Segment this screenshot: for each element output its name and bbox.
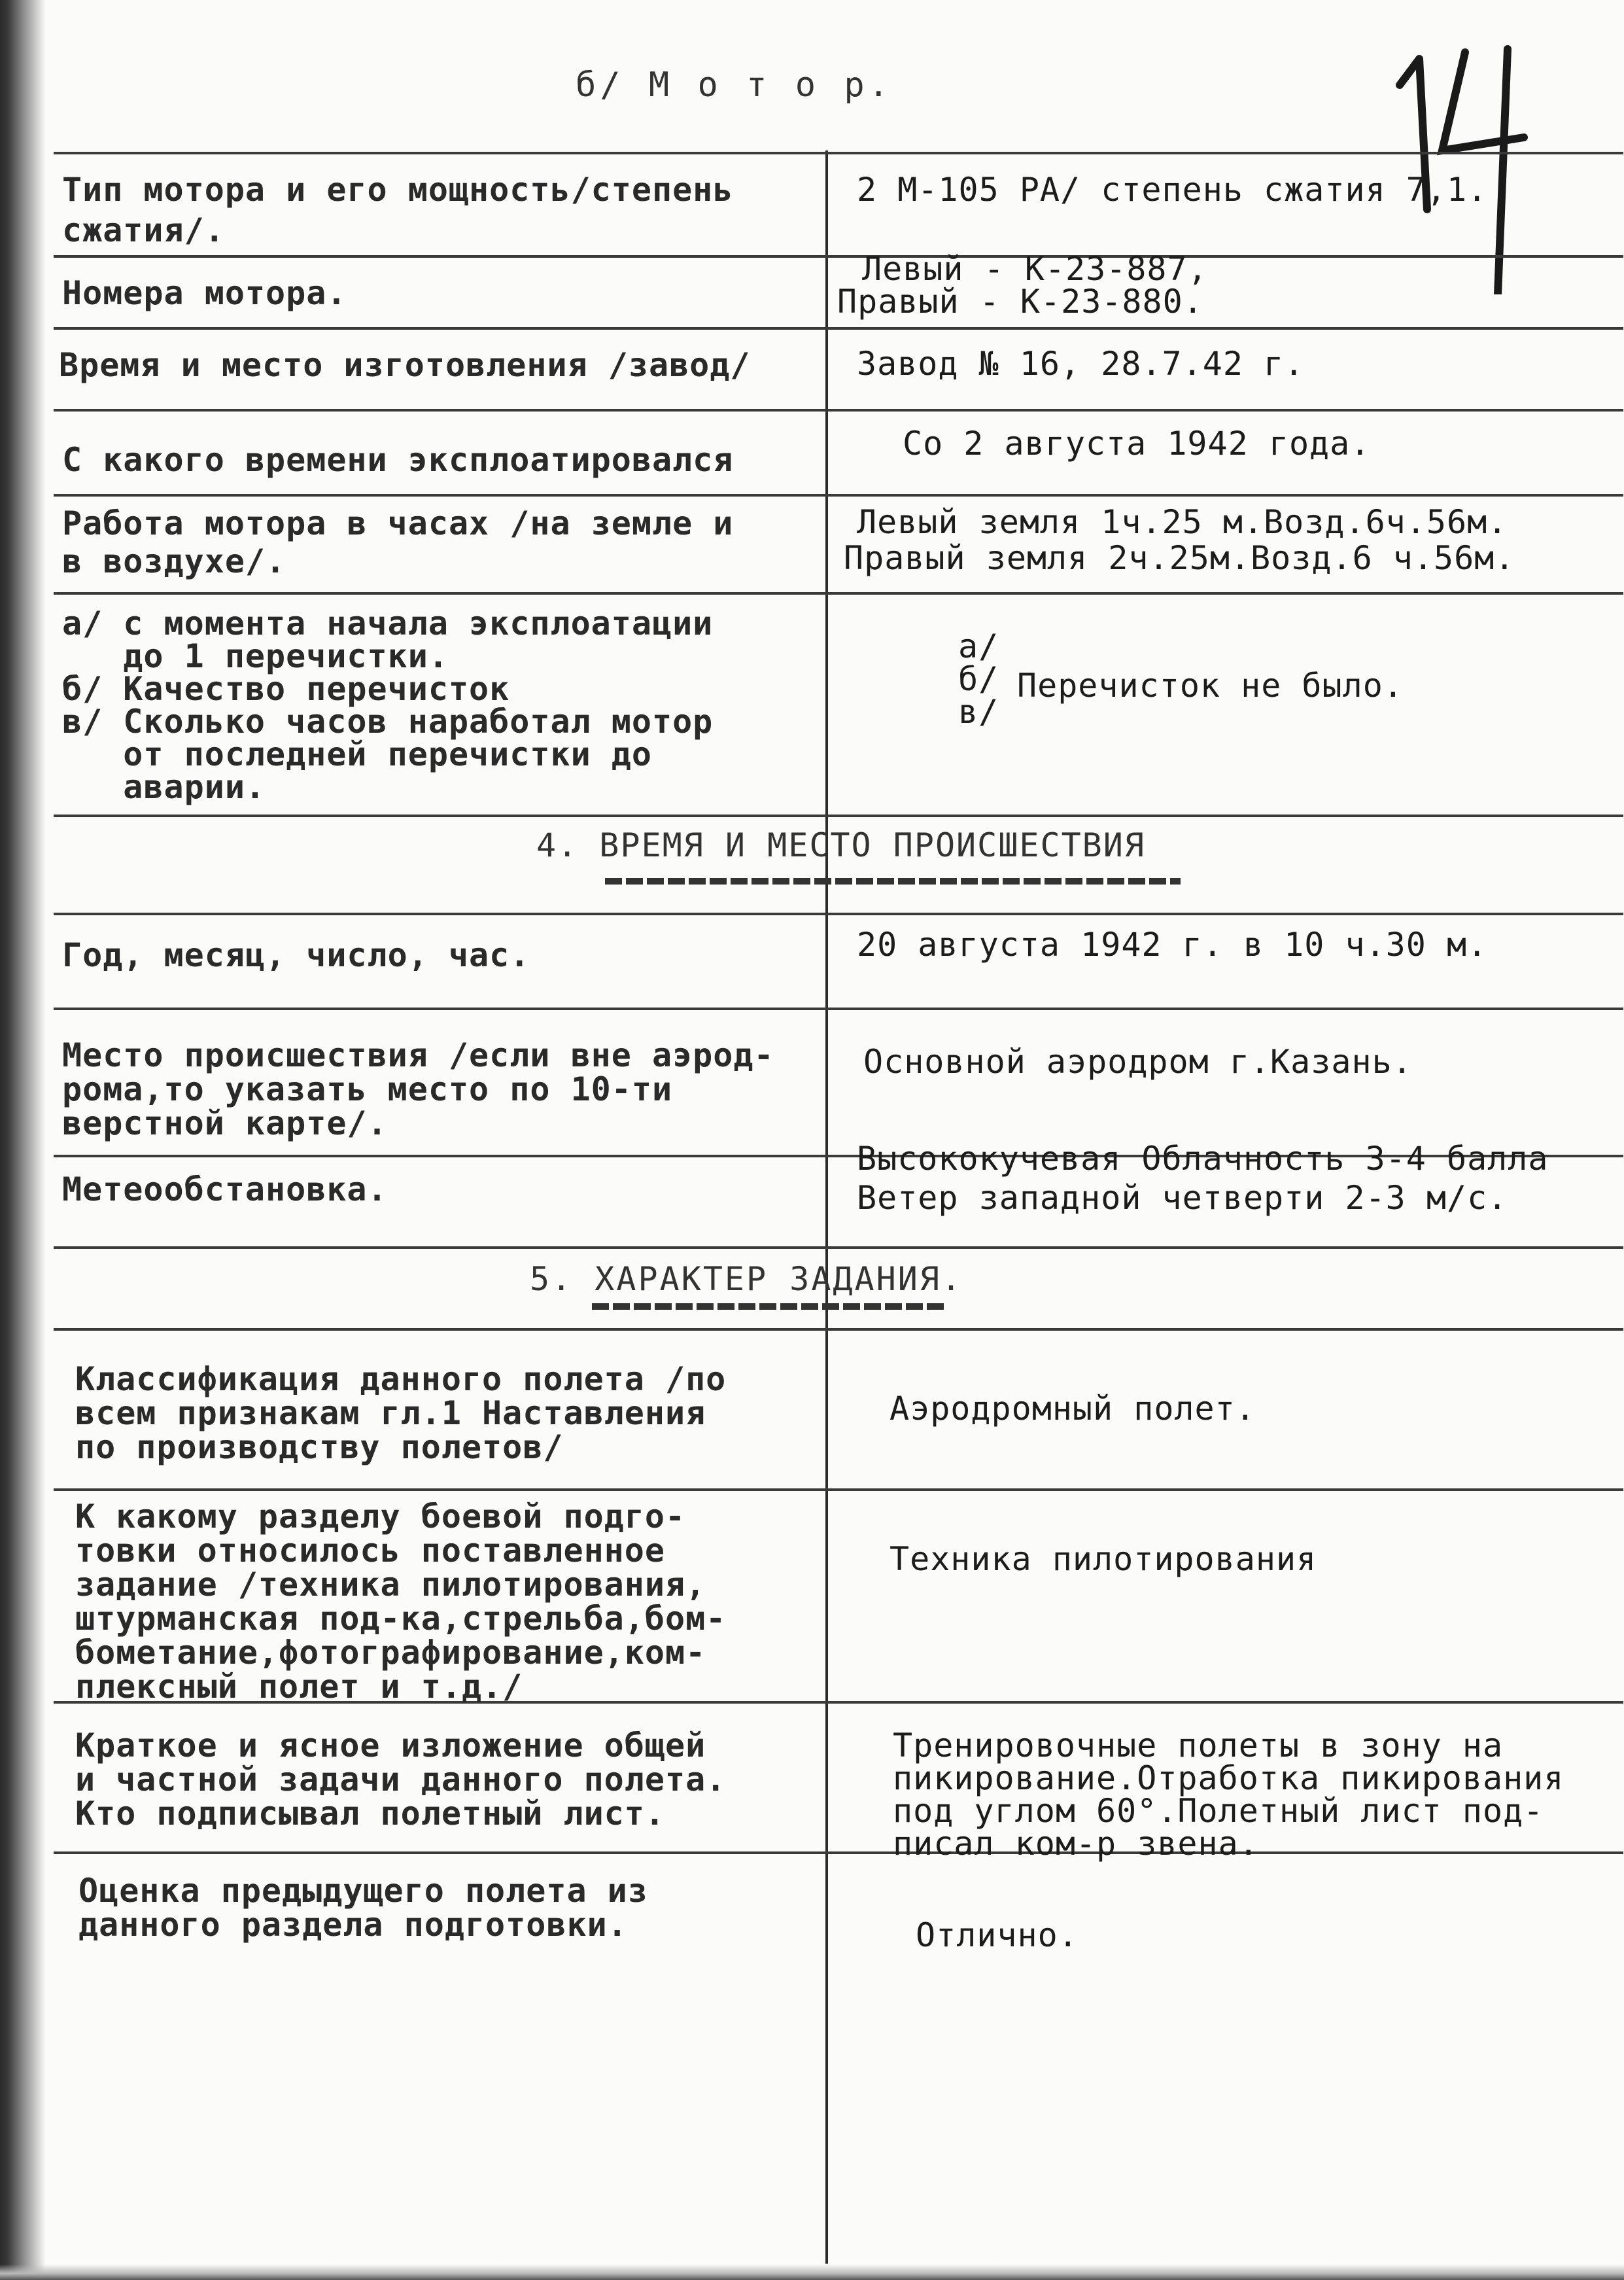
engine-type-value: 2 М-105 РА/ степень сжатия 7,1.: [857, 171, 1488, 209]
row-divider: [54, 1851, 1623, 1854]
section-5-underline: [592, 1303, 945, 1310]
place-value: Основной аэродром г.Казань.: [863, 1043, 1413, 1081]
classification-label-line3: по производству полетов/: [75, 1428, 564, 1466]
date-value: 20 августа 1942 г. в 10 ч.30 м.: [857, 926, 1488, 964]
engine-type-label-line1: Тип мотора и его мощность/степень: [62, 171, 734, 209]
task-value-line3: под углом 60°.Полетный лист под-: [893, 1792, 1544, 1830]
engine-numbers-label: Номера мотора.: [62, 274, 347, 312]
engine-type-label-line2: сжатия/.: [62, 211, 225, 249]
cleaning-mark-c: в/: [958, 693, 999, 731]
manufacture-value: Завод № 16, 28.7.42 г.: [857, 345, 1305, 383]
task-value-line1: Тренировочные полеты в зону на: [893, 1727, 1504, 1764]
row-divider: [54, 815, 1623, 817]
cleaning-label-c-cont2: аварии.: [62, 768, 266, 806]
row-divider: [54, 1246, 1623, 1249]
section-motor-title: б/ М о т о р.: [576, 65, 893, 105]
row-divider: [54, 494, 1623, 497]
manufacture-label: Время и место изготовления /завод/: [59, 346, 751, 384]
weather-label: Метеообстановка.: [62, 1170, 388, 1208]
hours-label-line2: в воздухе/.: [62, 542, 286, 580]
previous-value: Отлично.: [916, 1916, 1079, 1954]
weather-clouds: Высококучевая Облачность 3-4 балла: [857, 1140, 1549, 1178]
task-value-line4: писал ком-р звена.: [893, 1825, 1259, 1863]
row-divider: [54, 255, 1623, 258]
row-divider: [54, 409, 1623, 412]
task-label-line3: Кто подписывал полетный лист.: [75, 1795, 665, 1833]
task-label-line2: и частной задачи данного полета.: [75, 1761, 727, 1798]
section-5-title: 5. ХАРАКТЕР ЗАДАНИЯ.: [530, 1260, 963, 1298]
classification-value: Аэродромный полет.: [890, 1390, 1256, 1428]
row-divider: [54, 1488, 1623, 1491]
row-divider: [54, 152, 1623, 154]
classification-label-line1: Классификация данного полета /по: [75, 1360, 727, 1398]
classification-label-line2: всем признакам гл.1 Наставления: [75, 1394, 706, 1432]
engine-number-left: Левый - К-23-887,: [862, 250, 1208, 288]
cleaning-label-c: в/ Сколько часов наработал мотор: [62, 703, 714, 741]
training-label-line6: плексный полет и т.д./: [75, 1668, 523, 1706]
task-label-line1: Краткое и ясное изложение общей: [75, 1727, 706, 1764]
scan-left-edge: [0, 0, 46, 2280]
cleaning-value: Перечисток не было.: [1017, 667, 1404, 705]
row-divider: [54, 327, 1623, 330]
row-divider: [54, 1008, 1623, 1010]
row-divider: [54, 913, 1623, 915]
training-label-line5: бометание,фотографирование,ком-: [75, 1634, 706, 1672]
cleaning-label-b: б/ Качество перечисток: [62, 670, 510, 708]
cleaning-label-c-cont: от последней перечистки до: [62, 735, 652, 773]
row-divider: [54, 1328, 1623, 1331]
hours-label-line1: Работа мотора в часах /на земле и: [62, 504, 734, 542]
column-divider: [825, 150, 828, 2264]
cleaning-mark-b: б/: [958, 660, 999, 698]
place-label-line1: Место происшествия /если вне аэрод-: [62, 1036, 774, 1074]
engine-number-right: Правый - К-23-880.: [837, 283, 1203, 321]
since-label: С какого времени эксплоатировался: [62, 441, 734, 479]
training-label-line4: штурманская под-ка,стрельба,бом-: [75, 1600, 727, 1638]
training-label-line1: К какому разделу боевой подго-: [75, 1498, 686, 1535]
date-label: Год, месяц, число, час.: [62, 936, 530, 974]
section-4-title: 4. ВРЕМЯ И МЕСТО ПРОИСШЕСТВИЯ: [536, 826, 1145, 864]
cleaning-label-a-cont: до 1 перечистки.: [62, 637, 449, 675]
cleaning-mark-a: а/: [958, 627, 999, 665]
place-label-line2: рома,то указать место по 10-ти: [62, 1070, 673, 1108]
row-divider: [54, 592, 1623, 595]
hours-right-engine: Правый земля 2ч.25м.Возд.6 ч.56м.: [844, 539, 1515, 577]
previous-label-line1: Оценка предыдущего полета из: [78, 1872, 648, 1910]
since-value: Со 2 августа 1942 года.: [903, 425, 1371, 463]
hours-left-engine: Левый земля 1ч.25 м.Возд.6ч.56м.: [857, 503, 1508, 541]
task-value-line2: пикирование.Отработка пикирования: [893, 1759, 1564, 1797]
training-label-line2: товки относилось поставленное: [75, 1532, 665, 1570]
previous-label-line2: данного раздела подготовки.: [78, 1906, 628, 1944]
training-label-line3: задание /техника пилотирования,: [75, 1566, 706, 1604]
weather-wind: Ветер западной четверти 2-3 м/с.: [857, 1179, 1508, 1217]
cleaning-label-a: а/ с момента начала эксплоатации: [62, 605, 714, 642]
training-value: Техника пилотирования: [890, 1540, 1317, 1578]
place-label-line3: верстной карте/.: [62, 1104, 388, 1142]
section-4-underline: [605, 878, 1181, 885]
scan-bottom-edge: [0, 2264, 1624, 2280]
